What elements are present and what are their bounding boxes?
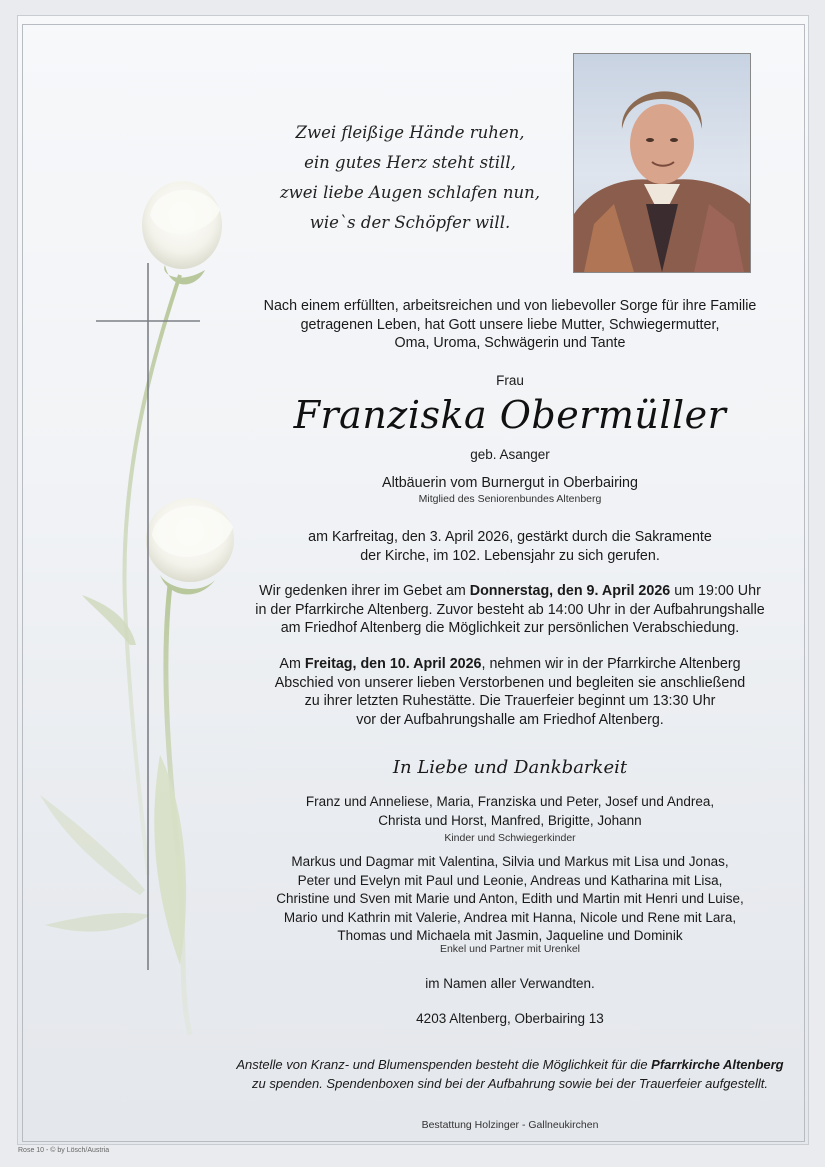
children-line: Franz und Anneliese, Maria, Franziska und Peter, Josef und Andrea, bbox=[305, 794, 715, 809]
relatives-line: im Namen aller Verwandten. bbox=[425, 976, 595, 991]
death-line: der Kirche, im 102. Lebensjahr zu sich gerufen. bbox=[360, 547, 660, 564]
prayer-date: Donnerstag, den 9. April 2026 bbox=[469, 583, 671, 599]
funeral-line: zu ihrer letzten Ruhestätte. Die Trauerfeier beginnt um 13:30 Uhr bbox=[304, 693, 716, 709]
prayer-line: in der Pfarrkirche Altenberg. Zuvor besteht ab 14:00 Uhr in der Aufbahrungshalle bbox=[255, 601, 765, 618]
intro-line: Oma, Uroma, Schwägerin und Tante bbox=[394, 335, 626, 351]
portrait-photo bbox=[573, 53, 751, 273]
grandchildren-list bbox=[220, 853, 800, 946]
death-notice bbox=[220, 528, 800, 565]
poem bbox=[260, 118, 560, 238]
copyright-note: Rose 10 - © by Lösch/Austria bbox=[18, 1147, 110, 1154]
prayer-line: am Friedhof Altenberg die Möglichkeit zur persönlichen Verabschiedung. bbox=[280, 620, 740, 636]
intro-line: getragenen Leben, hat Gott unsere liebe Mutter, Schwiegermutter, bbox=[300, 316, 720, 333]
donation-line bbox=[220, 1056, 800, 1075]
funeral-line bbox=[220, 655, 800, 674]
death-line: am Karfreitag, den 3. April 2026, gestärkt durch die Sakramente bbox=[308, 529, 712, 545]
membership: Mitglied des Seniorenbundes Altenberg bbox=[418, 493, 602, 505]
children-line: Christa und Horst, Manfred, Brigitte, Johann bbox=[378, 812, 642, 828]
rose-upper bbox=[142, 181, 222, 284]
donation-line: zu spenden. Spendenboxen sind bei der Aufbahrung sowie bei der Trauerfeier aufgestellt. bbox=[251, 1075, 768, 1091]
donation-note bbox=[220, 1056, 800, 1093]
poem-line: wie`s der Schöpfer will. bbox=[309, 213, 511, 232]
prayer-text: Wir gedenken ihrer im Gebet am bbox=[259, 583, 470, 599]
funeral-line: Abschied von unserer lieben Verstorbenen und begleiten sie anschließend bbox=[274, 674, 746, 691]
poem-line: ein gutes Herz steht still, bbox=[304, 153, 516, 172]
donation-recipient: Pfarrkirche Altenberg bbox=[651, 1057, 784, 1072]
grandchildren-line: Peter und Evelyn mit Paul und Leonie, Andreas und Katharina mit Lisa, bbox=[297, 872, 723, 888]
poem-line: zwei liebe Augen schlafen nun, bbox=[279, 183, 541, 202]
leaf-1 bbox=[154, 755, 186, 965]
funeral-text: , nehmen wir in der Pfarrkirche Altenberg bbox=[481, 656, 741, 672]
funeral-date: Freitag, den 10. April 2026 bbox=[304, 656, 482, 672]
funeral-text: Am bbox=[279, 656, 305, 672]
maiden-name: geb. Asanger bbox=[470, 447, 550, 462]
leaf-3 bbox=[40, 795, 145, 895]
salutation: Frau bbox=[496, 373, 524, 388]
gratitude-heading: In Liebe und Dankbarkeit bbox=[392, 757, 628, 778]
undertaker: Bestattung Holzinger - Gallneukirchen bbox=[421, 1119, 599, 1131]
donation-text: Anstelle von Kranz- und Blumenspenden besteht die Möglichkeit für die bbox=[236, 1057, 652, 1072]
poem-line: Zwei fleißige Hände ruhen, bbox=[295, 123, 525, 142]
address: 4203 Altenberg, Oberbairing 13 bbox=[416, 1011, 604, 1026]
occupation-title: Altbäuerin vom Burnergut in Oberbairing bbox=[382, 475, 638, 491]
funeral-notice bbox=[220, 655, 800, 729]
rose-decoration bbox=[30, 175, 240, 1045]
leaf-4 bbox=[45, 913, 150, 932]
intro-text bbox=[220, 297, 800, 353]
grandchildren-line: Mario und Kathrin mit Valerie, Andrea mit Hanna, Nicole und Rene mit Lara, bbox=[283, 909, 737, 925]
grandchildren-line: Markus und Dagmar mit Valentina, Silvia und Markus mit Lisa und Jonas, bbox=[291, 854, 729, 869]
prayer-notice bbox=[220, 582, 800, 638]
prayer-time: um 19:00 Uhr bbox=[670, 583, 761, 599]
children-list bbox=[220, 793, 800, 830]
leaf-2 bbox=[82, 595, 136, 645]
grandchildren-line: Christine und Sven mit Marie und Anton, Edith und Martin mit Henri und Luise, bbox=[276, 891, 744, 906]
intro-line: Nach einem erfüllten, arbeitsreichen und von liebevoller Sorge für ihre Familie bbox=[263, 298, 757, 314]
children-label: Kinder und Schwiegerkinder bbox=[444, 832, 576, 844]
grandchildren-label: Enkel und Partner mit Urenkel bbox=[439, 943, 581, 955]
deceased-name: Franziska Obermüller bbox=[293, 393, 727, 437]
prayer-line bbox=[220, 582, 800, 601]
funeral-line: vor der Aufbahrungshalle am Friedhof Altenberg. bbox=[356, 711, 664, 728]
grandchildren-line: Thomas und Michaela mit Jasmin, Jaqueline und Dominik bbox=[337, 928, 683, 943]
